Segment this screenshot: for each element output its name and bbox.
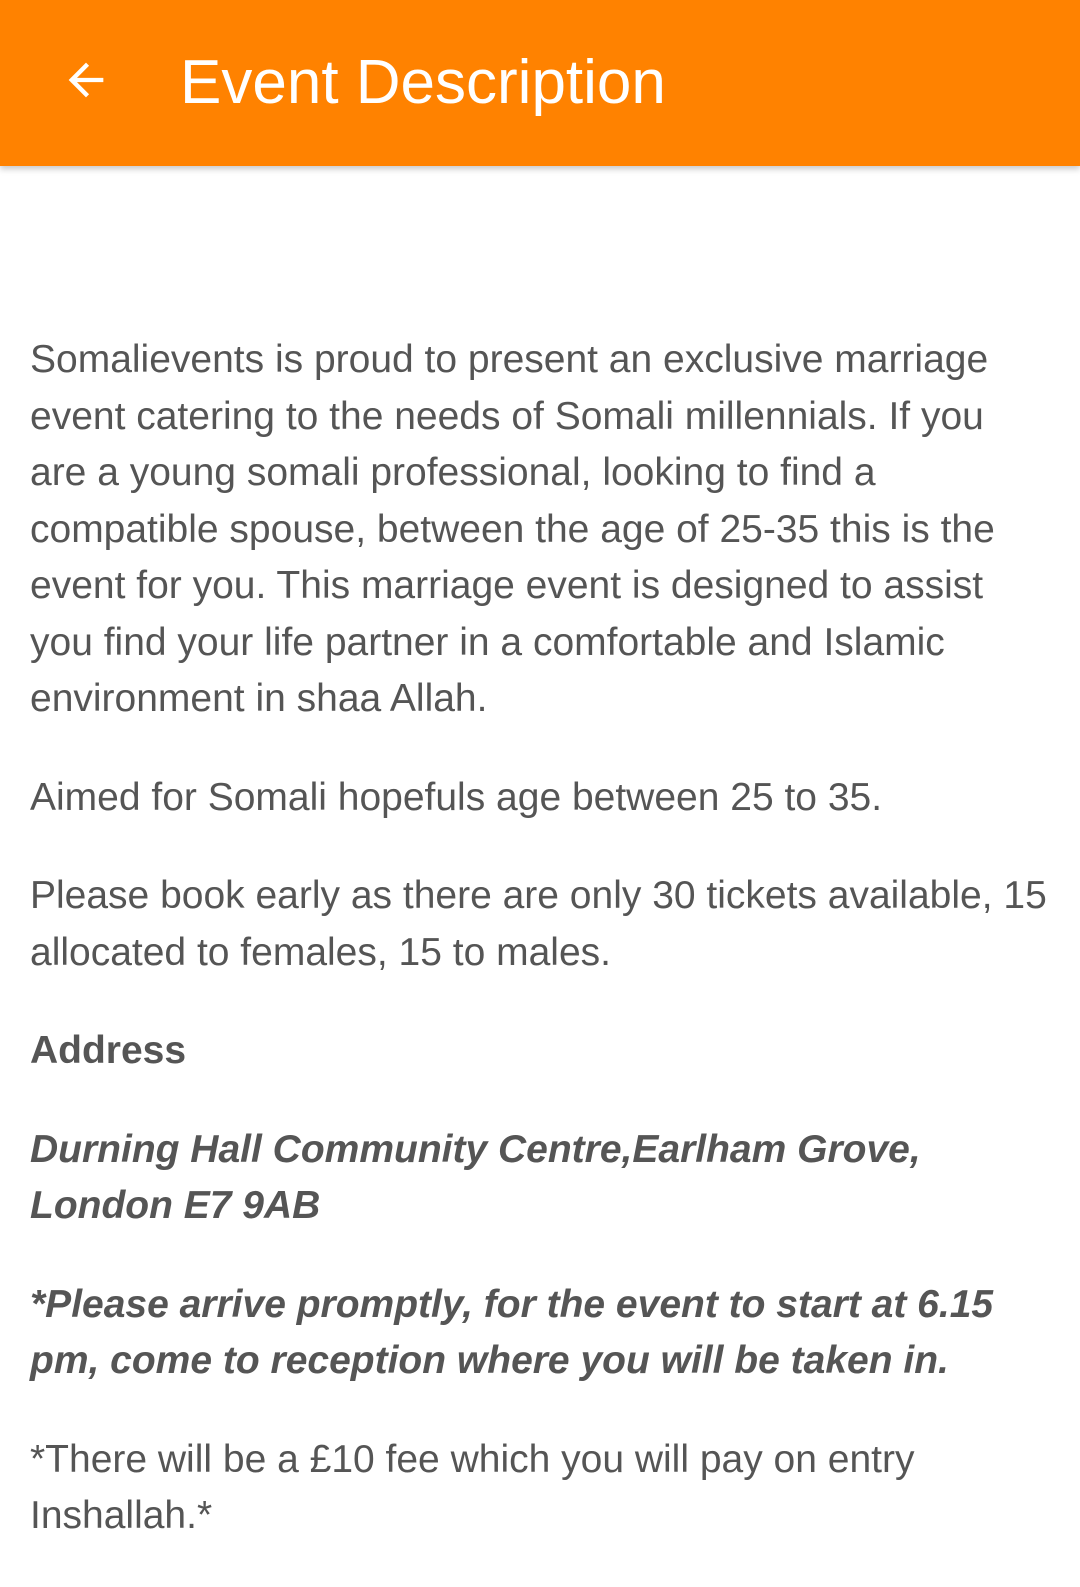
back-button[interactable] [44,38,128,122]
arrival-note: *Please arrive promptly, for the event to start at 6.15 pm, come to reception where you will be taken in. [30,1282,994,1382]
page-title: Event Description [180,48,666,117]
address-text: Durning Hall Community Centre,Earlham Grove, London E7 9AB [30,1127,921,1227]
age-paragraph: Aimed for Somali hopefuls age between 25 to 35. [30,775,883,819]
app-bar [0,0,1080,166]
event-description [30,332,1050,1587]
fee-note: *There will be a £10 fee which you will pay on entry Inshallah.* [30,1437,915,1537]
address-heading: Address [30,1029,187,1072]
tickets-paragraph: Please book early as there are only 30 tickets available, 15 allocated to females, 15 to males. [30,874,1047,974]
intro-paragraph: Somalievents is proud to present an exclusive marriage event catering to the needs of Somali millennials. If you are a young somali professional, looking to find a compatible spouse, between the age of 25-35 this is the event for you. This marriage event is designed to assist you find your life partner in a comfortable and Islamic environment in shaa Allah. [30,338,995,720]
arrow-left-icon [60,54,112,106]
